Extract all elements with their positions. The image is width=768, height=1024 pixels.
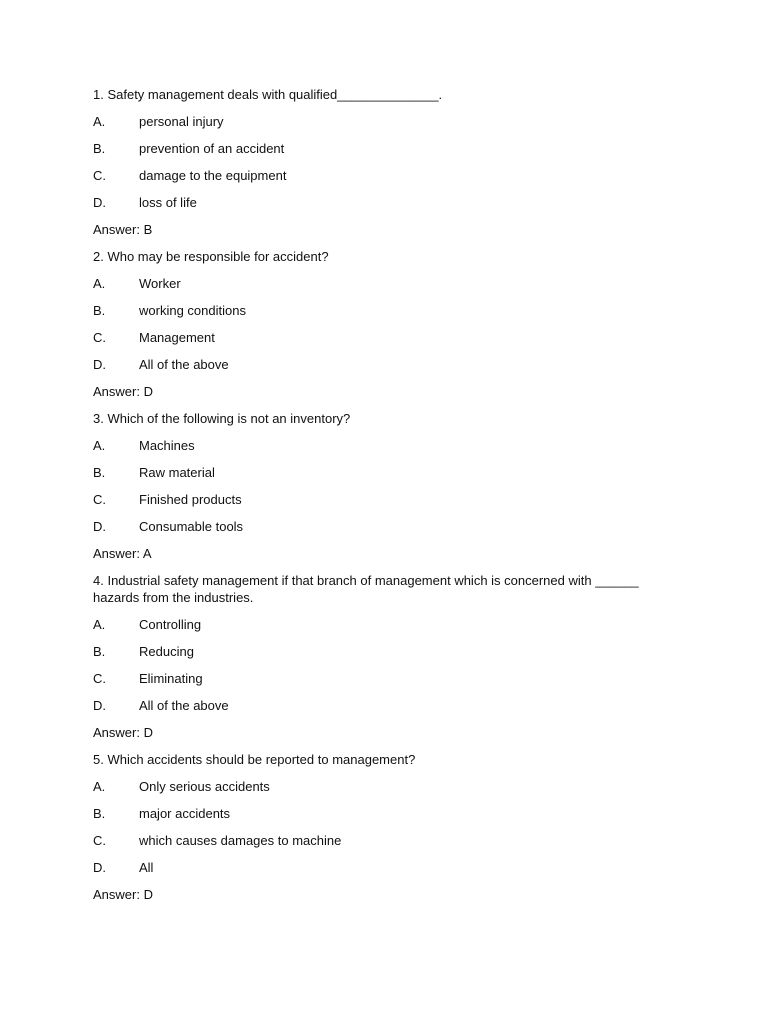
option-c (93, 491, 663, 508)
question-text: 5. Which accidents should be reported to management? (93, 752, 416, 767)
option-d (93, 356, 663, 373)
option-text: Worker (139, 276, 181, 291)
option-d (93, 859, 663, 876)
question-3 (93, 410, 663, 562)
option-letter: A. (93, 114, 106, 129)
option-b (93, 302, 663, 319)
option-letter: D. (93, 195, 106, 210)
option-letter: A. (93, 276, 106, 291)
option-letter: B. (93, 465, 106, 480)
option-letter: B. (93, 141, 106, 156)
option-letter: A. (93, 779, 106, 794)
question-5 (93, 751, 663, 903)
option-letter: C. (93, 833, 106, 848)
question-1 (93, 86, 663, 238)
option-letter: A. (93, 617, 106, 632)
option-letter: D. (93, 698, 106, 713)
option-text: All (139, 860, 154, 875)
option-a (93, 616, 663, 633)
option-letter: C. (93, 671, 106, 686)
option-d (93, 194, 663, 211)
option-d (93, 697, 663, 714)
question-4 (93, 572, 663, 741)
option-a (93, 113, 663, 130)
answer-line: Answer: A (93, 546, 152, 561)
option-text: loss of life (139, 195, 197, 210)
option-letter: C. (93, 168, 106, 183)
option-letter: B. (93, 303, 106, 318)
option-text: Only serious accidents (139, 779, 270, 794)
option-text: personal injury (139, 114, 224, 129)
option-text: Reducing (139, 644, 194, 659)
option-text: prevention of an accident (139, 141, 285, 156)
answer-line: Answer: D (93, 887, 153, 902)
option-text: Controlling (139, 617, 202, 632)
option-c (93, 832, 663, 849)
answer-line: Answer: B (93, 222, 153, 237)
option-text: Consumable tools (139, 519, 244, 534)
option-text: Finished products (139, 492, 242, 507)
option-letter: D. (93, 357, 106, 372)
question-2 (93, 248, 663, 400)
option-text: All of the above (139, 357, 229, 372)
option-letter: D. (93, 519, 106, 534)
option-text: major accidents (139, 806, 231, 821)
option-b (93, 643, 663, 660)
question-text: 3. Which of the following is not an inventory? (93, 411, 351, 426)
question-text: 4. Industrial safety management if that branch of management which is concerned with ______ hazards from the industries. (93, 573, 639, 605)
option-text: which causes damages to machine (139, 833, 342, 848)
option-a (93, 275, 663, 292)
option-text: Management (139, 330, 215, 345)
answer-line: Answer: D (93, 384, 153, 399)
option-text: damage to the equipment (139, 168, 287, 183)
option-c (93, 329, 663, 346)
option-a (93, 437, 663, 454)
option-d (93, 518, 663, 535)
option-text: Machines (139, 438, 195, 453)
option-c (93, 670, 663, 687)
option-letter: D. (93, 860, 106, 875)
option-letter: A. (93, 438, 106, 453)
option-c (93, 167, 663, 184)
option-a (93, 778, 663, 795)
question-text: 1. Safety management deals with qualified______________. (93, 87, 443, 102)
option-text: Eliminating (139, 671, 203, 686)
question-text: 2. Who may be responsible for accident? (93, 249, 329, 264)
option-b (93, 140, 663, 157)
option-letter: B. (93, 806, 106, 821)
option-text: working conditions (139, 303, 246, 318)
option-text: Raw material (139, 465, 215, 480)
quiz-content (93, 86, 663, 913)
answer-line: Answer: D (93, 725, 153, 740)
option-letter: C. (93, 330, 106, 345)
option-letter: B. (93, 644, 106, 659)
option-letter: C. (93, 492, 106, 507)
option-b (93, 805, 663, 822)
option-b (93, 464, 663, 481)
option-text: All of the above (139, 698, 229, 713)
